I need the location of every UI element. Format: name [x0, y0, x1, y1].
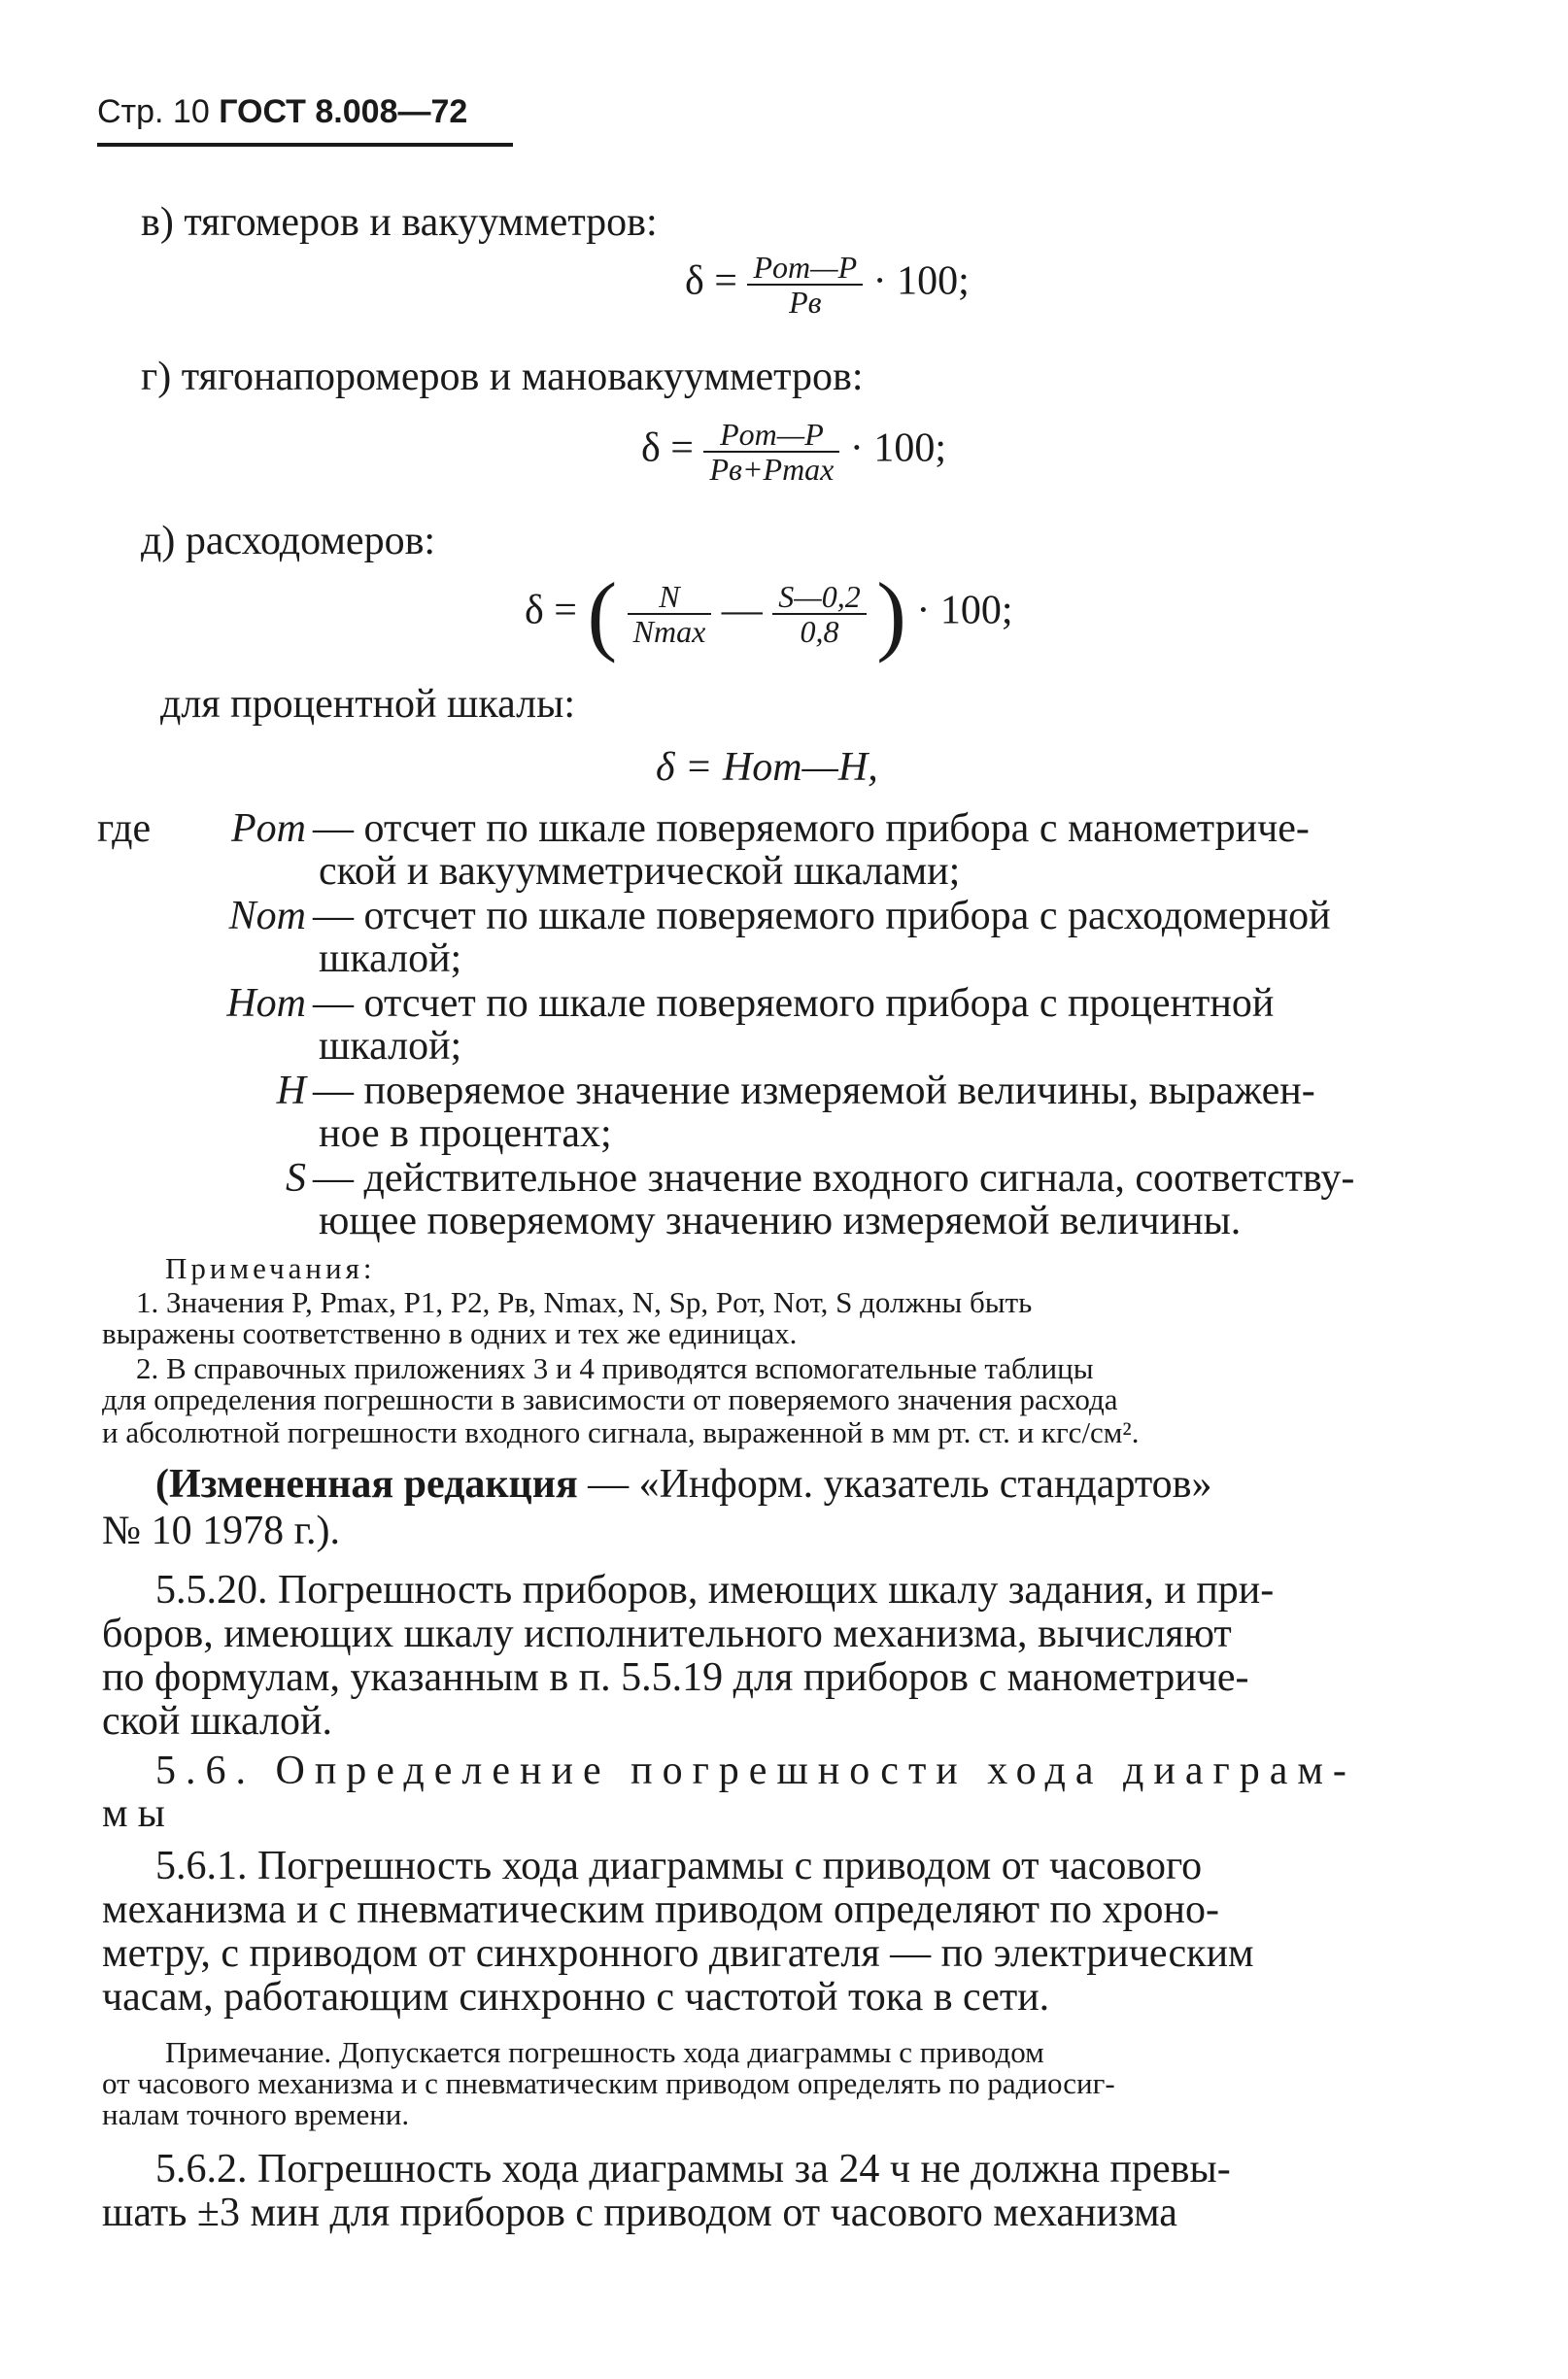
p561-line1: 5.6.1. Погрешность хода диаграммы с приводом от часового: [155, 1844, 1203, 1888]
p5520-line4: ской шкалой.: [102, 1699, 332, 1744]
delta-eq: δ =: [525, 588, 577, 633]
p562-line1: 5.6.2. Погрешность хода диаграммы за 24 ч не должна превы-: [155, 2147, 1231, 2192]
item-percent: для процентной шкалы:: [160, 682, 575, 727]
def-not-line1: — отсчет по шкале поверяемого прибора с расходомерной: [313, 894, 1331, 938]
p561-line2: механизма и с пневматическим приводом определяют по хроно-: [102, 1887, 1219, 1932]
item-g: г) тягонапоромеров и мановакуумметров:: [141, 355, 864, 399]
note-561-line3: налам точного времени.: [102, 2097, 410, 2131]
multiplier: · 100;: [872, 258, 970, 304]
standard-code: ГОСТ 8.008—72: [219, 93, 468, 130]
def-s-line1: — действительное значение входного сигнала, соответству-: [313, 1156, 1355, 1201]
p5520-line3: по формулам, указанным в п. 5.5.19 для приборов с манометриче-: [102, 1655, 1249, 1700]
p5520-line1: 5.5.20. Погрешность приборов, имеющих шкалу задания, и при-: [155, 1568, 1275, 1613]
note-561-line1: Примечание. Допускается погрешность хода диаграммы с приводом: [165, 2035, 1044, 2069]
section-5-6-heading: 5.6. Определение погрешности хода диаграм-: [155, 1749, 1356, 1793]
fraction-2: [703, 418, 839, 486]
delta-eq: δ =: [685, 258, 737, 304]
note-1-line1: 1. Значения P, Pmax, P1, P2, Pв, Nmax, N, Sp, Pот, Nот, S должны быть: [136, 1285, 1033, 1319]
def-term-s: S: [286, 1156, 306, 1201]
def-term-pot: Pот: [231, 806, 306, 851]
p561-line4: часам, работающим синхронно с частотой тока в сети.: [102, 1975, 1050, 2020]
item-v: в) тягомеров и вакуумметров:: [141, 200, 658, 245]
fraction-3a: [628, 580, 712, 648]
revision-source: — «Информ. указатель стандартов»: [577, 1462, 1212, 1507]
delta-eq: δ =: [641, 425, 694, 471]
minus-sign: —: [721, 588, 773, 633]
p562-line2: шать ±3 мин для приборов с приводом от часового механизма: [102, 2191, 1177, 2235]
multiplier: · 100;: [916, 588, 1013, 633]
right-paren: ): [876, 564, 906, 663]
formula-4: δ = Hот—H,: [656, 745, 878, 790]
p5520-line2: боров, имеющих шкалу исполнительного механизма, вычисляют: [102, 1612, 1232, 1656]
header-rule: [97, 143, 513, 147]
section-5-6-heading-line2: мы: [102, 1791, 175, 1836]
denominator: Nmax: [628, 613, 712, 648]
numerator: S—0,2: [778, 579, 861, 614]
formula-3: [525, 564, 1013, 663]
denominator: Pв: [747, 284, 863, 319]
def-term-not: Nот: [228, 894, 306, 938]
fraction-3b: [772, 580, 866, 648]
note-561-line2: от часового механизма и с пневматическим приводом определять по радиосиг-: [102, 2066, 1115, 2100]
left-paren: (: [587, 564, 618, 663]
fraction-1: [747, 251, 863, 319]
note-2-line2: для определения погрешности в зависимости от поверяемого значения расхода: [102, 1382, 1118, 1416]
revision-line2: № 10 1978 г.).: [102, 1509, 341, 1553]
revision-bold: (Измененная редакция: [155, 1462, 578, 1507]
def-term-hot: Hот: [226, 981, 306, 1026]
denominator: 0,8: [772, 613, 866, 648]
denominator: Pв+Pmax: [703, 451, 839, 486]
note-2-line1: 2. В справочных приложениях 3 и 4 приводятся вспомогательные таблицы: [136, 1351, 1094, 1385]
p561-line3: метру, с приводом от синхронного двигателя — по электрическим: [102, 1931, 1254, 1976]
where-label: где: [97, 806, 152, 851]
def-not-line2: шкалой;: [319, 936, 462, 981]
numerator: N: [659, 579, 680, 614]
notes-heading: Примечания:: [165, 1251, 376, 1285]
revision-note: [155, 1462, 1212, 1507]
note-1-line2: выражены соответственно в одних и тех же единицах.: [102, 1316, 798, 1350]
note-2-line3: и абсолютной погрешности входного сигнала, выраженной в мм рт. ст. и кгс/см².: [102, 1415, 1140, 1449]
page-header: [97, 93, 467, 131]
formula-2: [641, 418, 946, 486]
def-hot-line2: шкалой;: [319, 1024, 462, 1069]
def-hot-line1: — отсчет по шкале поверяемого прибора с процентной: [313, 981, 1275, 1026]
formula-1: [685, 251, 970, 319]
multiplier: · 100;: [849, 425, 947, 471]
numerator: Pот—P: [720, 417, 824, 452]
def-term-h: H: [276, 1069, 306, 1113]
page-number: Стр. 10: [97, 93, 210, 130]
def-h-line1: — поверяемое значение измеряемой величины, выражен-: [313, 1069, 1315, 1113]
item-d: д) расходомеров:: [141, 519, 436, 563]
def-pot-line1: — отсчет по шкале поверяемого прибора с манометриче-: [313, 806, 1310, 851]
numerator: Pот—P: [753, 250, 858, 285]
def-s-line2: ющее поверяемому значению измеряемой величины.: [319, 1199, 1242, 1243]
def-pot-line2: ской и вакуумметрической шкалами;: [319, 849, 961, 894]
def-h-line2: ное в процентах;: [319, 1111, 612, 1156]
